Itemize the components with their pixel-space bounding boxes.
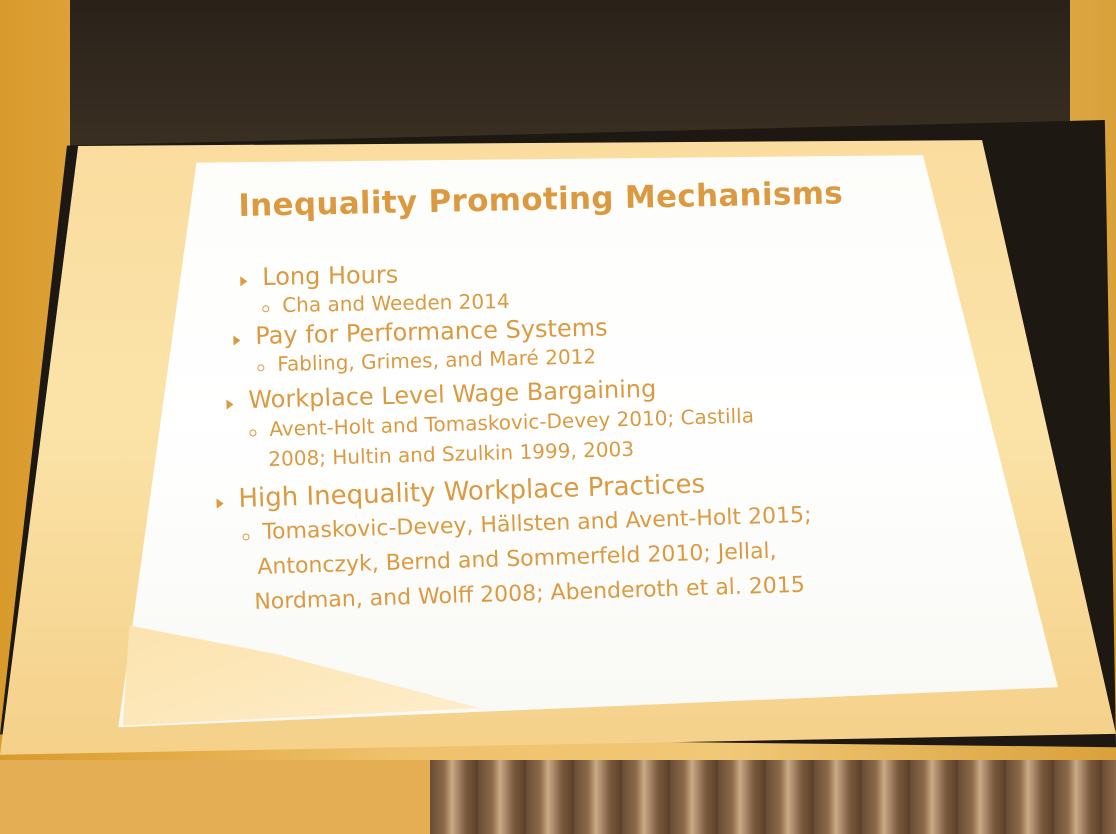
sub-item-text: Nordman, and Wolff 2008; Abenderoth et al. 2015 bbox=[254, 572, 806, 615]
bullet-heading: Long Hours bbox=[262, 260, 399, 291]
sub-item-ref bbox=[282, 289, 510, 317]
bullet-item-long-hours bbox=[262, 261, 398, 291]
sub-item-text: Antonczyk, Bernd and Sommerfeld 2010; Jellal, bbox=[257, 538, 777, 580]
sub-item-text: Fabling, Grimes, and Maré 2012 bbox=[277, 344, 597, 376]
sub-item-text: Cha and Weeden 2014 bbox=[282, 289, 510, 317]
floor-wood bbox=[430, 760, 1116, 834]
sub-item-text: 2008; Hultin and Szulkin 1999, 2003 bbox=[268, 436, 635, 471]
bullet-arrow-icon bbox=[233, 336, 240, 346]
bullet-heading: High Inequality Workplace Practices bbox=[238, 469, 706, 514]
floor-left bbox=[0, 760, 430, 834]
bullet-heading: Pay for Performance Systems bbox=[255, 313, 608, 350]
bullet-heading: Workplace Level Wage Bargaining bbox=[248, 374, 657, 414]
sub-item-text: Tomaskovic-Devey, Hällsten and Avent-Holt 2015; bbox=[262, 502, 812, 545]
sub-bullet-icon bbox=[262, 305, 269, 312]
bullet-arrow-icon bbox=[240, 276, 247, 286]
bullet-arrow-icon bbox=[226, 400, 233, 410]
bullet-arrow-icon bbox=[216, 499, 223, 509]
slide-title: Inequality Promoting Mechanisms bbox=[238, 175, 844, 224]
sub-item-text: Avent-Holt and Tomaskovic-Devey 2010; Castilla bbox=[269, 403, 755, 441]
